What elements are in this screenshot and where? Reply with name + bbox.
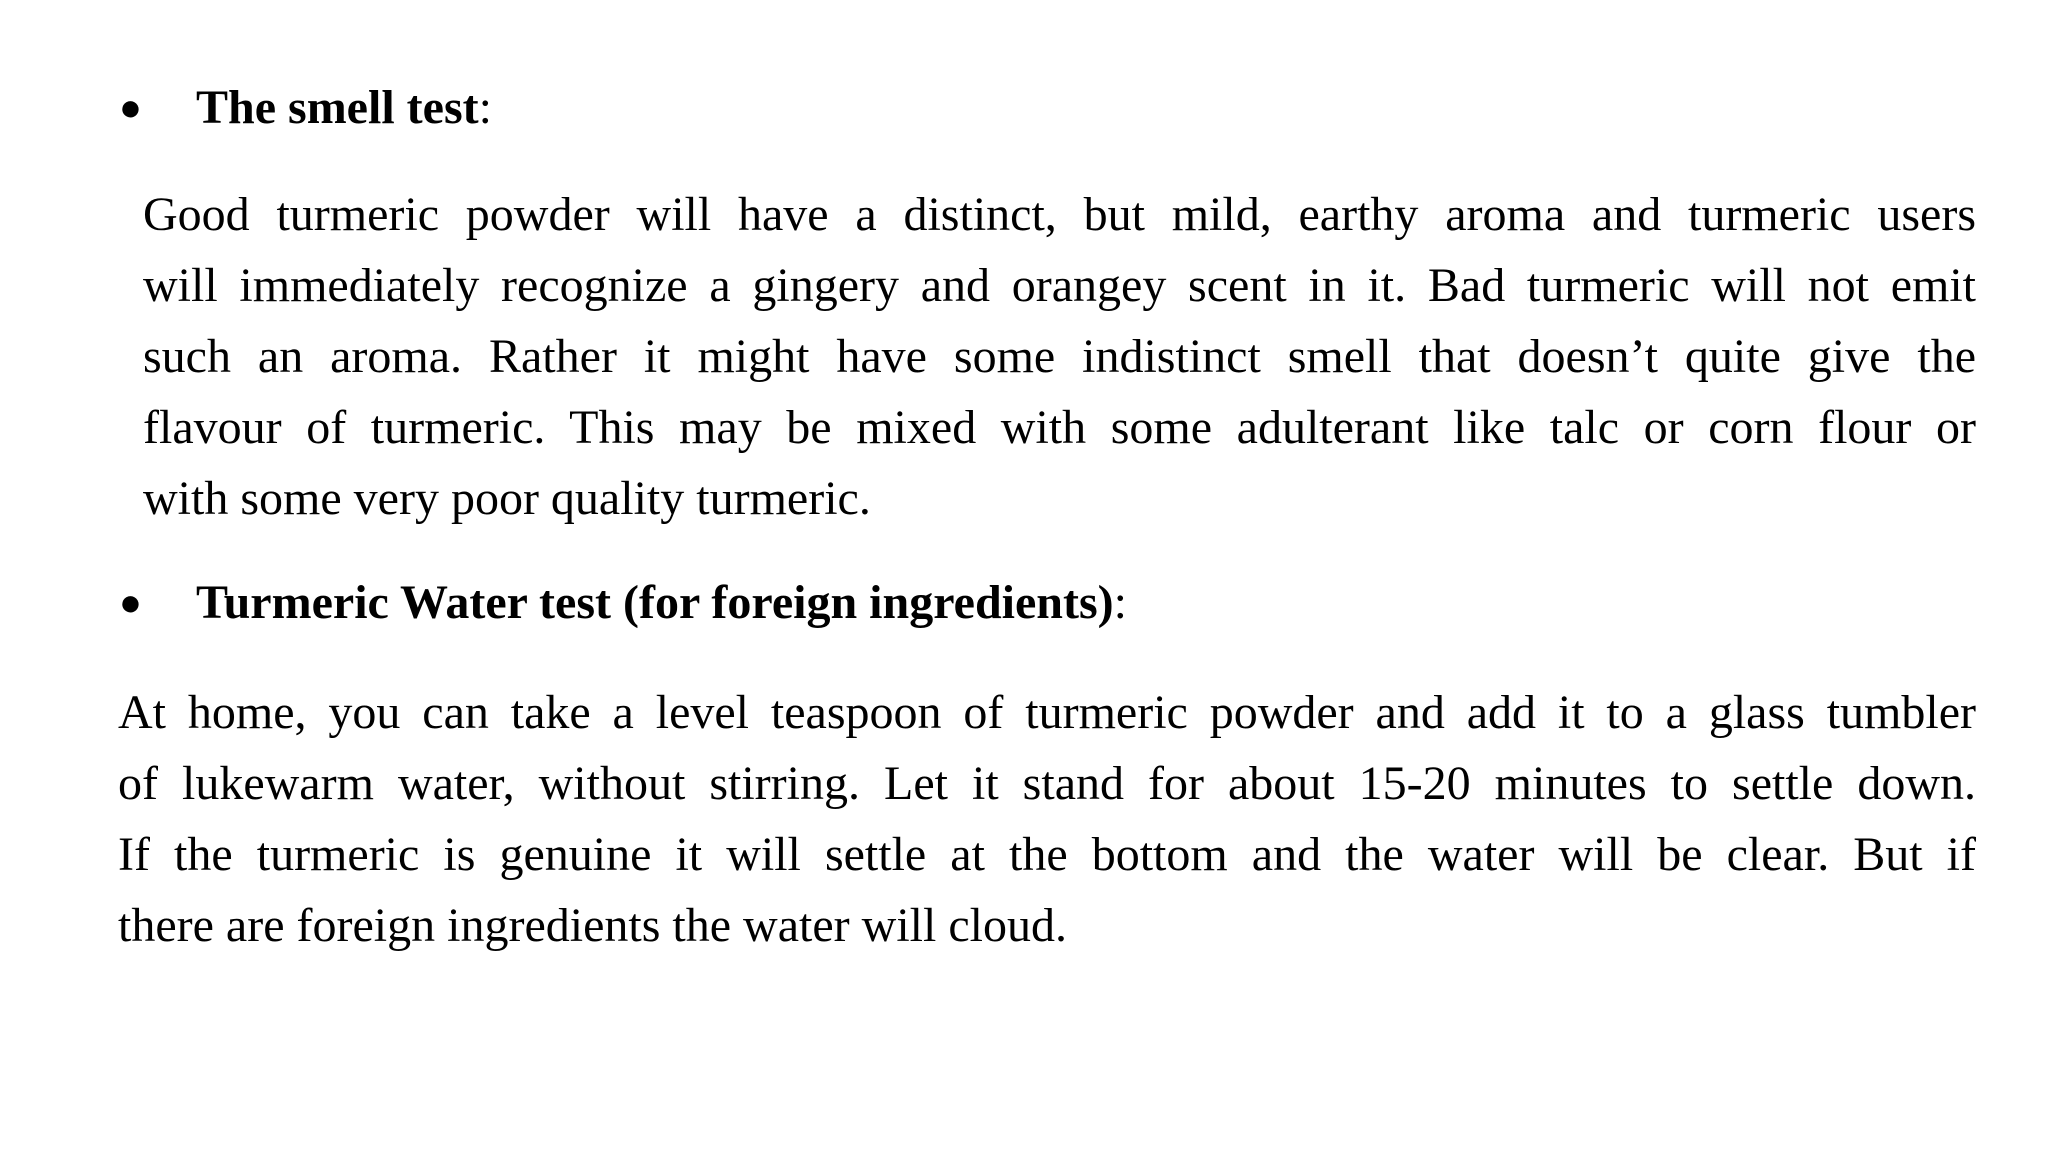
paragraph-water-test xyxy=(118,677,1976,961)
section-heading-smell-test xyxy=(119,78,492,138)
bullet-icon: ● xyxy=(119,582,142,624)
section-heading-water-test xyxy=(119,573,1127,633)
paragraph-line: with some very poor quality turmeric. xyxy=(143,472,871,525)
paragraph-line: Good turmeric powder will have a distinct, but mild, earthy aroma and turmeric users xyxy=(143,188,1976,241)
paragraph-line: of lukewarm water, without stirring. Let it stand for about 15-20 minutes to settle down. xyxy=(118,757,1976,810)
heading-text: The smell test xyxy=(196,81,479,134)
paragraph-smell-test xyxy=(143,179,1976,534)
bullet-icon: ● xyxy=(119,87,142,129)
paragraph-line: flavour of turmeric. This may be mixed with some adulterant like talc or corn flour or xyxy=(143,401,1976,454)
paragraph-line: will immediately recognize a gingery and orangey scent in it. Bad turmeric will not emit xyxy=(143,259,1976,312)
paragraph-line: If the turmeric is genuine it will settle at the bottom and the water will be clear. But if xyxy=(118,828,1976,881)
paragraph-line: there are foreign ingredients the water will cloud. xyxy=(118,899,1067,952)
paragraph-line: At home, you can take a level teaspoon of turmeric powder and add it to a glass tumbler xyxy=(118,686,1976,739)
paragraph-line: such an aroma. Rather it might have some indistinct smell that doesn’t quite give the xyxy=(143,330,1976,383)
heading-suffix: : xyxy=(478,81,492,134)
heading-suffix: : xyxy=(1113,576,1127,629)
heading-text: Turmeric Water test (for foreign ingredients) xyxy=(196,576,1114,629)
